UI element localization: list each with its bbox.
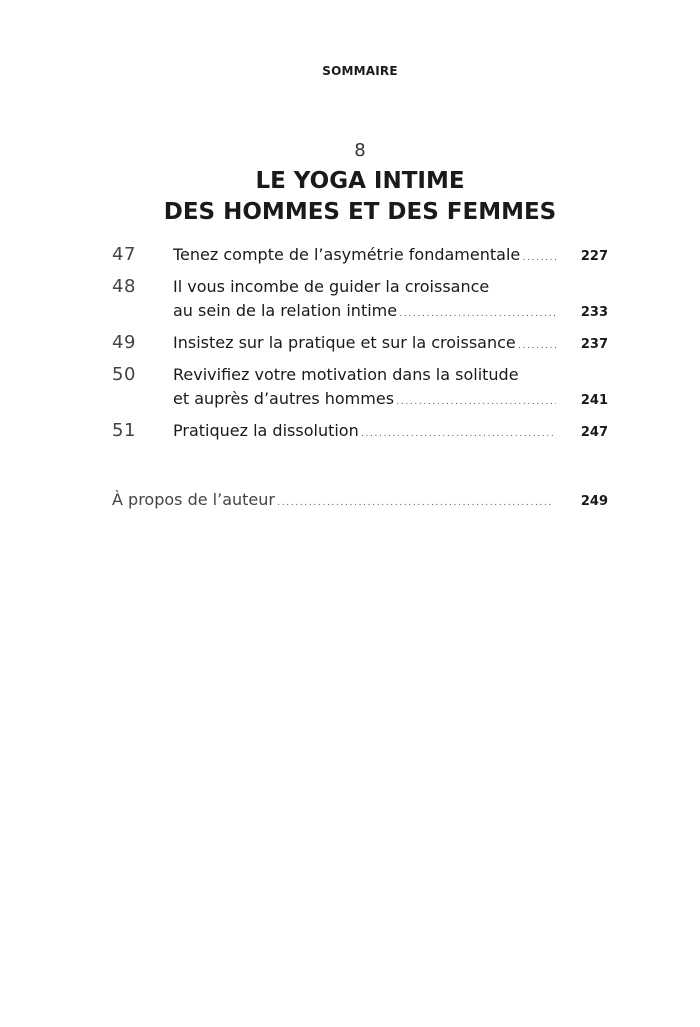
part-title-line-1: LE YOGA INTIME [255,168,465,194]
chapter-title [173,419,556,446]
page-number: 227 [580,249,608,264]
chapter-title [173,243,556,270]
chapter-title-line: Revivifiez votre motivation dans la solitude [173,365,519,384]
page-number: 237 [580,337,608,352]
chapter-title-line: Tenez compte de l’asymétrie fondamentale . . . [173,243,556,270]
chapter-title [173,363,556,414]
chapter-title-line: Il vous incombe de guider la croissance [173,277,490,296]
chapter-title [173,331,556,358]
page-number: 241 [580,393,608,408]
part-title [0,166,700,228]
about-label: À propos de l’auteur . . . [112,488,552,515]
part-number: 8 [354,140,366,161]
chapter-number: 50 [112,364,136,385]
page-number: 249 [580,494,608,509]
chapter-title-line: Pratiquez la dissolution . . . [173,419,556,446]
page-number: 247 [580,425,608,440]
chapter-title [173,275,556,326]
chapter-number: 49 [112,332,136,353]
chapter-number: 48 [112,276,136,297]
running-head: SOMMAIRE [322,64,398,78]
chapter-number: 51 [112,420,136,441]
part-title-line-2: DES HOMMES ET DES FEMMES [163,199,557,225]
chapter-title-line: au sein de la relation intime . . . [173,299,556,326]
page-number: 233 [580,305,608,320]
chapter-title-line: Insistez sur la pratique et sur la croissance . . . [173,331,556,358]
about-title [112,488,552,515]
chapter-number: 47 [112,244,136,265]
chapter-title-line: et auprès d’autres hommes . . . [173,387,556,414]
